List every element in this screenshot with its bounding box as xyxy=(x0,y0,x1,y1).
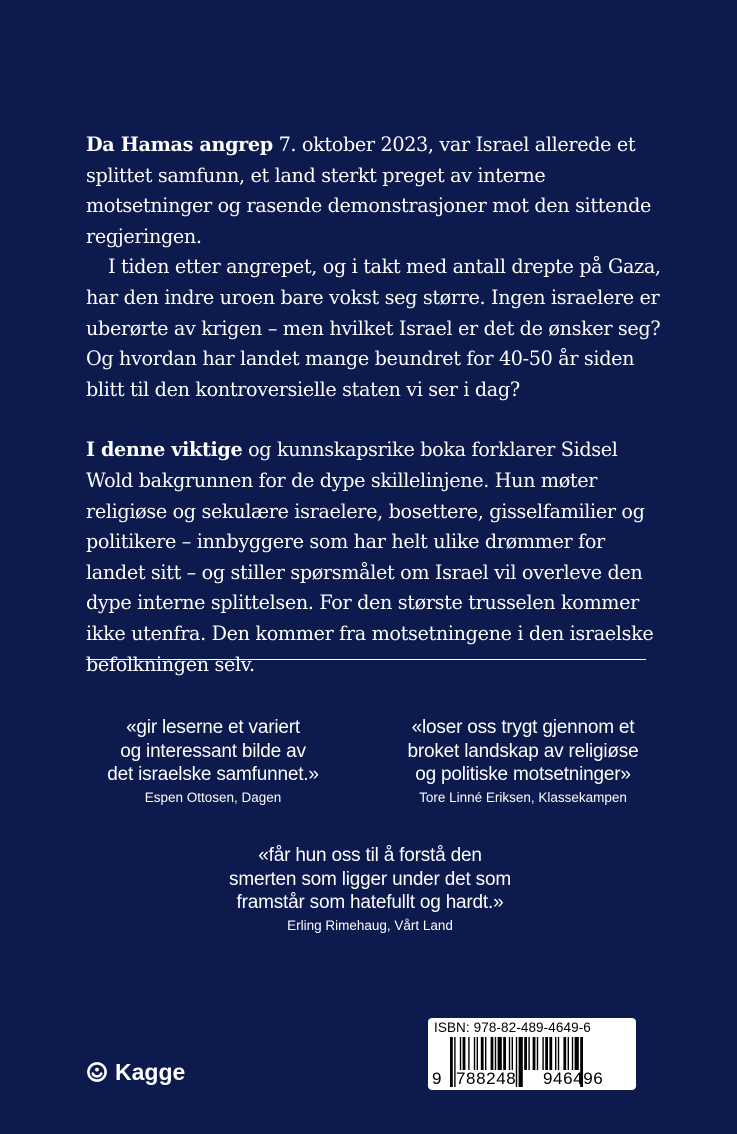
isbn-text: ISBN: 978-82-489-4649-6 xyxy=(434,1020,591,1035)
publisher-name: Kagge xyxy=(115,1058,186,1085)
barcode-bar xyxy=(463,1037,466,1070)
barcode-bar xyxy=(495,1037,496,1070)
quote-line: og politiske motsetninger» xyxy=(415,764,631,785)
review-quote-2 xyxy=(378,716,668,808)
back-cover-description xyxy=(86,130,666,680)
barcode-bar xyxy=(503,1037,506,1070)
barcode-bar xyxy=(509,1037,510,1070)
barcode-digits-right: 946496 xyxy=(543,1069,604,1088)
description-paragraph-3 xyxy=(86,435,666,680)
paragraph-lead: Da Hamas angrep xyxy=(86,133,273,156)
paragraph-text: 7. oktober 2023, var Israel allerede et splittet samfunn, et land sterkt preget av interne motsetninger og rasende demonstrasjoner mot den sittende regjeringen. xyxy=(86,133,652,248)
barcode-bar xyxy=(498,1037,502,1070)
barcode-bar xyxy=(481,1037,484,1070)
quote-line: «loser oss trygt gjennom et xyxy=(411,717,635,738)
barcode-bar xyxy=(575,1037,579,1070)
barcode-bar xyxy=(519,1037,523,1087)
barcode-bar xyxy=(572,1037,573,1070)
description-paragraph-1 xyxy=(86,130,666,252)
review-quote-1 xyxy=(70,716,356,808)
quote-line: «gir leserne et variert xyxy=(126,717,300,738)
barcode-bar xyxy=(512,1037,513,1070)
barcode-digit-first: 9 xyxy=(432,1069,443,1088)
barcode-bar xyxy=(468,1037,469,1070)
barcode-bar xyxy=(491,1037,494,1070)
barcode-bar xyxy=(558,1037,559,1070)
description-paragraph-2 xyxy=(86,252,666,405)
isbn-barcode xyxy=(428,1018,636,1090)
quote-line: det israelske samfunnet.» xyxy=(107,764,319,785)
barcode-bar xyxy=(477,1037,478,1070)
paragraph-text: og kunnskapsrike boka forklarer Sidsel Wold bakgrunnen for de dype skillelinjene. Hun møter religiøse og sekulære israelere, bosettere, gisselfamilier og politikere – innbyggere som har helt ulike drømmer for landet sitt – og stiller spørsmålet om Israel vil overleve den dype interne splittelsen. For den største trusselen kommer ikke utenfra. Den kommer fra motsetningene i den israelske befolkningen selv. xyxy=(86,438,654,676)
quote-line: og interessant bilde av xyxy=(120,740,306,762)
barcode-bar xyxy=(450,1037,453,1087)
paragraph-text: I tiden etter angrepet, og i takt med antall drepte på Gaza, har den indre uroen bare vokst seg større. Ingen israelere er uberørte av krigen – men hvilket Israel er det de ønsker seg? Og hvordan har landet mange beundret for 40-50 år siden blitt til den kontroversielle staten vi ser i dag? xyxy=(86,255,661,401)
kagge-logo-icon xyxy=(86,1061,108,1083)
barcode-bar xyxy=(474,1037,475,1070)
barcode-bar xyxy=(537,1037,538,1070)
barcode-bar xyxy=(555,1037,556,1070)
quote-attribution: Espen Ottosen, Dagen xyxy=(144,789,282,805)
barcode-bar xyxy=(545,1037,548,1070)
quote-line: framstår som hatefullt og hardt.» xyxy=(236,892,504,913)
barcode-bar xyxy=(549,1037,552,1070)
divider-line xyxy=(86,659,646,660)
quote-line: smerten som ligger under det som xyxy=(229,868,511,890)
review-quote-3 xyxy=(205,844,535,936)
barcode-bar xyxy=(485,1037,486,1070)
quote-line: broket landskap av religiøse xyxy=(407,740,639,762)
barcode-digits-left: 788248 xyxy=(456,1069,517,1088)
quote-attribution: Erling Rimehaug, Vårt Land xyxy=(287,917,453,933)
barcode-bar xyxy=(533,1037,536,1070)
paragraph-lead: I denne viktige xyxy=(86,438,243,462)
publisher-logo xyxy=(86,1057,185,1087)
barcode-bar xyxy=(524,1037,527,1070)
barcode-bar xyxy=(460,1037,461,1070)
barcode-bar xyxy=(542,1037,543,1070)
quote-attribution: Tore Linné Eriksen, Klassekampen xyxy=(419,789,627,805)
barcode-bar xyxy=(568,1037,569,1070)
barcode-bar xyxy=(563,1037,566,1070)
barcode-bar xyxy=(528,1037,529,1070)
quote-line: «får hun oss til å forstå den xyxy=(258,845,482,866)
